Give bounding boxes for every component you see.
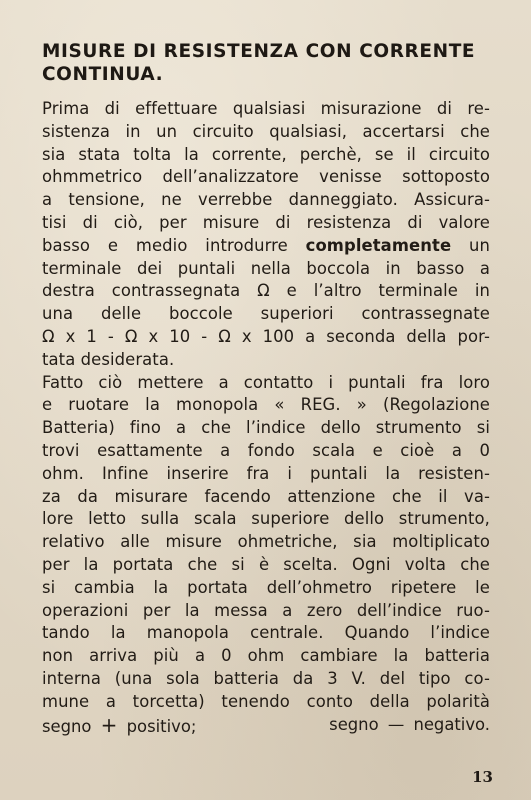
minus-symbol: — bbox=[387, 714, 405, 734]
text-line: ohmmetrico dell’analizzatore venisse sottoposto bbox=[42, 167, 490, 187]
polarity-line bbox=[42, 714, 490, 737]
body-text bbox=[42, 98, 490, 736]
text-line: mune a torcetta) tenendo conto della polarità bbox=[42, 691, 490, 711]
positive-prefix: segno bbox=[42, 716, 92, 736]
negative-prefix: segno bbox=[329, 714, 379, 734]
text-line: relativo alle misure ohmetriche, sia moltiplicato bbox=[42, 532, 490, 552]
paragraph-zero-adjust bbox=[42, 372, 490, 737]
text-line: si cambia la portata dell’ohmetro ripetere le bbox=[42, 577, 490, 597]
plus-symbol: + bbox=[100, 712, 118, 737]
text-line: sia stata tolta la corrente, perchè, se il circuito bbox=[42, 144, 490, 164]
text-line: za da misurare facendo attenzione che il va- bbox=[42, 486, 490, 506]
text-segment: basso e medio introdurre bbox=[42, 235, 306, 255]
section-title-line-1: MISURE DI RESISTENZA CON CORRENTE bbox=[42, 41, 476, 62]
text-line: sistenza in un circuito qualsiasi, accertarsi che bbox=[42, 121, 490, 141]
negative-polarity bbox=[329, 714, 490, 737]
text-segment: un bbox=[451, 235, 490, 255]
text-line: operazioni per la messa a zero dell’indice ruo- bbox=[42, 600, 490, 620]
text-line: e ruotare la monopola « REG. » (Regolazione bbox=[42, 395, 490, 415]
section-title-line-2: CONTINUA. bbox=[42, 64, 164, 85]
text-line: a tensione, ne verrebbe danneggiato. Assicura- bbox=[42, 190, 490, 210]
text-line: interna (una sola batteria da 3 V. del tipo co- bbox=[42, 668, 490, 688]
text-line: ohm. Infine inserire fra i puntali la resisten- bbox=[42, 463, 490, 483]
text-line: Ω x 1 - Ω x 10 - Ω x 100 a seconda della por- bbox=[42, 326, 490, 346]
text-line: tando la manopola centrale. Quando l’indice bbox=[42, 623, 490, 643]
text-line: Batteria) fino a che l’indice dello strumento si bbox=[42, 418, 490, 438]
text-line: lore letto sulla scala superiore dello strumento, bbox=[42, 509, 490, 529]
text-line: destra contrassegnata Ω e l’altro terminale in bbox=[42, 281, 490, 301]
text-line: Fatto ciò mettere a contatto i puntali fra loro bbox=[42, 372, 490, 392]
section-title bbox=[42, 40, 482, 86]
positive-polarity bbox=[42, 714, 196, 739]
text-line-with-emphasis bbox=[42, 235, 490, 258]
page-number: 13 bbox=[472, 768, 493, 786]
text-line: terminale dei puntali nella boccola in basso a bbox=[42, 258, 490, 278]
text-line: tisi di ciò, per misure di resistenza di valore bbox=[42, 212, 490, 232]
emphasis-completamente: completamente bbox=[305, 235, 452, 255]
text-line: una delle boccole superiori contrassegnate bbox=[42, 304, 490, 324]
text-line: Prima di effettuare qualsiasi misurazione di re- bbox=[42, 99, 490, 118]
text-line: non arriva più a 0 ohm cambiare la batteria bbox=[42, 646, 490, 666]
text-line: trovi esattamente a fondo scala e cioè a 0 bbox=[42, 440, 490, 460]
negative-label: negativo. bbox=[413, 714, 490, 734]
text-line: per la portata che si è scelta. Ogni volta che bbox=[42, 554, 490, 574]
text-line: tata desiderata. bbox=[42, 349, 175, 369]
paragraph-instructions bbox=[42, 98, 490, 372]
positive-label: positivo; bbox=[126, 716, 197, 736]
